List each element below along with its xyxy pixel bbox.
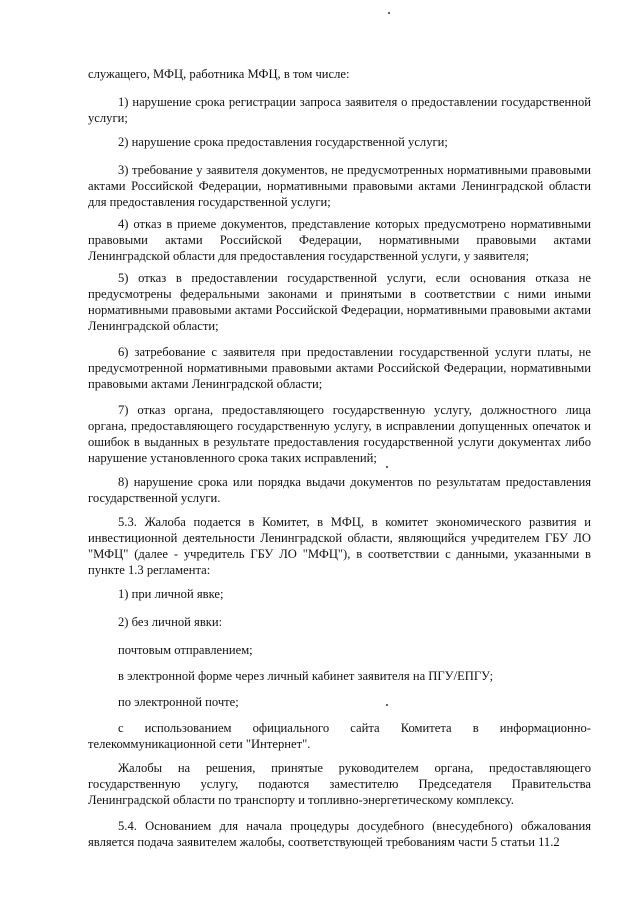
paragraph-17: 5.4. Основанием для начала процедуры досудебного (внесудебного) обжалования является подача заявителем жалобы, соответствующей требованиям части 5 статьи 11.2 — [88, 819, 591, 849]
paragraph-8: 8) нарушение срока или порядка выдачи документов по результатам предоставления государственной услуги. — [88, 475, 591, 505]
paragraph-5: 5) отказ в предоставлении государственной услуги, если основания отказа не предусмотрены федеральными законами и принятыми в соответствии с ними иными нормативными правовыми актами Российской Федерации, нормативными правовыми актами Ленинградской области; — [88, 271, 591, 333]
paragraph-16: Жалобы на решения, принятые руководителем органа, предоставляющего государственную услугу, подаются заместителю Председателя Правительства Ленинградской области по транспорту и топливно-энергетическому комплексу. — [88, 761, 591, 807]
scan-speck — [388, 12, 390, 14]
paragraph-0: служащего, МФЦ, работника МФЦ, в том числе: — [88, 67, 350, 81]
paragraph-6: 6) затребование с заявителя при предоставлении государственной услуги платы, не предусмотренной нормативными правовыми актами Российской Федерации, нормативными правовыми актами Ленинградской области; — [88, 345, 591, 391]
paragraph-10: 1) при личной явке; — [118, 587, 224, 601]
paragraph-13: в электронной форме через личный кабинет заявителя на ПГУ/ЕПГУ; — [118, 669, 494, 683]
paragraph-4: 4) отказ в приеме документов, представление которых предусмотрено нормативными правовыми актами Российской Федерации, нормативными правовыми актами Ленинградской области для предоставления государственной услуги, у заявителя; — [88, 217, 591, 263]
scan-speck — [386, 466, 388, 468]
paragraph-7: 7) отказ органа, предоставляющего государственную услугу, должностного лица органа, предоставляющего государственную услугу, в исправлении допущенных опечаток и ошибок в выданных в результате предоставления государственной услуги документах либо нарушение установленного срока таких исправлений; — [88, 403, 591, 465]
paragraph-2: 2) нарушение срока предоставления государственной услуги; — [118, 135, 448, 149]
paragraph-1: 1) нарушение срока регистрации запроса заявителя о предоставлении государственной услуги; — [88, 95, 591, 125]
paragraph-14: по электронной почте; — [118, 695, 239, 709]
scan-speck — [386, 704, 388, 706]
paragraph-3: 3) требование у заявителя документов, не предусмотренных нормативными правовыми актами Российской Федерации, нормативными правовыми актами Ленинградской области для предоставления государственной услуги; — [88, 163, 591, 209]
paragraph-12: почтовым отправлением; — [118, 643, 253, 657]
paragraph-11: 2) без личной явки: — [118, 615, 223, 629]
paragraph-9: 5.3. Жалоба подается в Комитет, в МФЦ, в комитет экономического развития и инвестиционной деятельности Ленинградской области, являющийся учредителем ГБУ ЛО "МФЦ" (далее - учредитель ГБУ ЛО "МФЦ"), в соответствии с данными, указанными в пункте 1.3 регламента: — [88, 515, 591, 577]
paragraph-15: с использованием официального сайта Комитета в информационно-телекоммуникационной сети "Интернет". — [88, 721, 591, 751]
